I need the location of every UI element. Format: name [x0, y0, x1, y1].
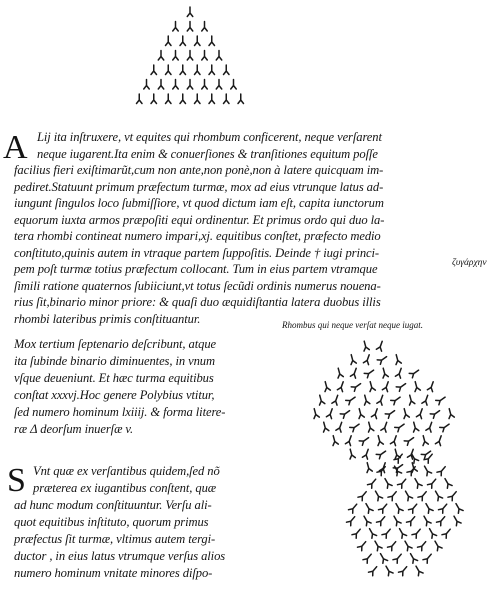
horseman-mark: [423, 552, 433, 563]
horseman-mark: [359, 435, 370, 445]
horseman-mark: [350, 422, 361, 432]
horseman-mark: [180, 94, 186, 104]
horseman-mark: [144, 80, 150, 90]
horseman-mark: [388, 540, 398, 551]
horseman-mark: [350, 367, 358, 378]
horseman-mark: [426, 421, 434, 432]
horseman-mark: [195, 36, 201, 46]
triangle-formation-figure: [134, 4, 246, 108]
horseman-mark: [187, 80, 193, 90]
horseman-mark: [418, 490, 428, 501]
horseman-mark: [437, 515, 447, 526]
horseman-mark: [332, 394, 340, 405]
horseman-mark: [362, 515, 372, 526]
margin-note: ζυγάρχην: [452, 258, 487, 268]
horseman-mark: [395, 367, 403, 378]
horseman-mark: [224, 65, 230, 75]
text-line: pem poſt turmæ totius præfectum collocant. Tum in eius partem vtramque: [14, 262, 378, 276]
horseman-mark: [358, 540, 368, 551]
horseman-mark: [397, 527, 407, 538]
text-line: ad hunc modum conſtituuntur. Verſu ali-: [14, 498, 212, 512]
horseman-mark: [180, 36, 186, 46]
horseman-mark: [363, 552, 373, 563]
horseman-mark: [166, 65, 172, 75]
horseman-mark: [407, 394, 415, 405]
horseman-mark: [364, 368, 375, 378]
wedge-formation-figure: [334, 450, 494, 580]
horseman-mark: [395, 422, 406, 432]
horseman-mark: [442, 527, 452, 538]
horseman-mark: [187, 22, 193, 32]
horseman-mark: [413, 477, 423, 488]
horseman-mark: [393, 552, 403, 563]
horseman-mark: [377, 515, 387, 526]
horseman-mark: [195, 94, 201, 104]
horseman-mark: [173, 51, 179, 61]
horseman-mark: [452, 515, 462, 526]
text-line: numero hominum vnitate minores diſpo-: [14, 566, 213, 580]
horseman-mark: [151, 94, 157, 104]
horseman-mark: [358, 490, 368, 501]
horseman-mark: [364, 502, 374, 513]
horseman-mark: [363, 354, 371, 365]
horseman-mark: [448, 490, 458, 501]
horseman-mark: [396, 381, 407, 391]
text-line: tera rhombi contineat numero impari,xj. equitibus conſtet, præfecto medio: [14, 229, 381, 243]
horseman-mark: [394, 502, 404, 513]
text-line: rhombi lateribus primis conſtituantur.: [14, 312, 201, 326]
horseman-mark: [209, 94, 215, 104]
horseman-mark: [383, 477, 393, 488]
figure-caption: Rhombus qui neque verſat neque iugat.: [282, 320, 423, 330]
horseman-mark: [137, 94, 143, 104]
text-line: ita ſubinde binario diminuentes, in vnum: [14, 354, 215, 368]
horseman-mark: [433, 490, 443, 501]
horseman-mark: [407, 465, 417, 476]
horseman-mark: [430, 408, 441, 418]
horseman-mark: [166, 36, 172, 46]
text-line: facilius fieri exiſtimarũt,cum non ante,non ponè,non à latere quicquam im-: [14, 163, 384, 177]
horseman-mark: [391, 395, 402, 405]
horseman-mark: [404, 435, 415, 445]
horseman-mark: [382, 527, 392, 538]
text-line: ræ Δ deorſum inuerſæ v.: [14, 422, 134, 436]
horseman-mark: [381, 367, 389, 378]
horseman-mark: [323, 381, 331, 392]
horseman-mark: [437, 465, 447, 476]
horseman-mark: [377, 354, 388, 364]
text-line: præterea ex iugantibus conſtent, quæ: [33, 481, 217, 495]
horseman-mark: [439, 502, 449, 513]
horseman-mark: [428, 477, 438, 488]
horseman-mark: [402, 408, 410, 419]
horseman-mark: [345, 435, 353, 446]
horseman-mark: [209, 36, 215, 46]
horseman-mark: [368, 381, 376, 392]
text-line: conſtituto,quinis autem in vtraque partem ſuppoſitis. Deinde † iugi princi-: [14, 246, 380, 260]
text-line: equorum iuxta armos præpoſiti equi ordinentur. Et primus ordo qui duo la-: [14, 213, 385, 227]
horseman-mark: [440, 422, 451, 432]
horseman-mark: [347, 515, 357, 526]
horseman-mark: [202, 22, 208, 32]
horseman-mark: [412, 527, 422, 538]
horseman-mark: [151, 65, 157, 75]
horseman-mark: [394, 354, 402, 365]
text-line: ſed numero hominum lxiiij. & forma litere-: [14, 405, 226, 419]
horseman-mark: [376, 340, 384, 351]
horseman-mark: [424, 452, 434, 463]
horseman-mark: [422, 515, 432, 526]
horseman-mark: [381, 421, 389, 432]
horseman-mark: [384, 565, 394, 576]
horseman-mark: [433, 540, 443, 551]
horseman-mark: [362, 340, 370, 351]
horseman-mark: [421, 435, 429, 446]
text-line: Mox tertium ſeptenario deſcribunt, atque: [14, 337, 217, 351]
horseman-mark: [447, 408, 455, 419]
horseman-mark: [392, 465, 402, 476]
horseman-mark: [357, 408, 365, 419]
horseman-mark: [414, 565, 424, 576]
horseman-mark: [427, 381, 435, 392]
horseman-mark: [403, 540, 413, 551]
horseman-mark: [331, 435, 339, 446]
horseman-mark: [373, 490, 383, 501]
text-line: Lij ita inſtruxere, vt equites qui rhombum conficerent, neque verſarent: [37, 130, 382, 144]
horseman-mark: [409, 452, 419, 463]
horseman-mark: [368, 477, 378, 488]
horseman-mark: [373, 540, 383, 551]
text-line: quot equitibus inſtituto, quorum primus: [14, 515, 209, 529]
horseman-mark: [376, 435, 384, 446]
horseman-mark: [422, 394, 430, 405]
horseman-mark: [317, 394, 325, 405]
horseman-mark: [411, 421, 419, 432]
horseman-mark: [418, 540, 428, 551]
horseman-mark: [321, 421, 329, 432]
text-line: vſque deueniunt. Et hæc turma equitibus: [14, 371, 214, 385]
horseman-mark: [443, 477, 453, 488]
horseman-mark: [216, 80, 222, 90]
horseman-mark: [173, 22, 179, 32]
horseman-mark: [436, 395, 447, 405]
horseman-mark: [187, 51, 193, 61]
horseman-mark: [224, 94, 230, 104]
horseman-mark: [202, 51, 208, 61]
horseman-mark: [435, 435, 443, 446]
drop-cap-s: S: [7, 462, 26, 499]
horseman-mark: [390, 435, 398, 446]
horseman-mark: [158, 80, 164, 90]
horseman-mark: [158, 51, 164, 61]
horseman-mark: [398, 477, 408, 488]
text-line: præfectus ſit turmæ, vltimus autem tergi-: [14, 532, 216, 546]
horseman-mark: [422, 465, 432, 476]
horseman-mark: [366, 421, 374, 432]
horseman-mark: [238, 94, 244, 104]
horseman-mark: [394, 452, 404, 463]
horseman-mark: [326, 408, 334, 419]
horseman-mark: [187, 7, 193, 17]
horseman-mark: [408, 552, 418, 563]
horseman-mark: [385, 408, 396, 418]
horseman-mark: [403, 490, 413, 501]
horseman-mark: [351, 381, 362, 391]
horseman-mark: [336, 421, 344, 432]
horseman-mark: [399, 565, 409, 576]
horseman-mark: [312, 408, 320, 419]
text-line: Vnt quæ ex verſantibus quidem,ſed nõ: [33, 464, 220, 478]
horseman-mark: [427, 527, 437, 538]
text-line: rius ſit,binario minor priore: & quaſi duo æquidiſtantia latera duobus illis: [14, 295, 381, 309]
horseman-mark: [409, 368, 420, 378]
horseman-mark: [369, 565, 379, 576]
horseman-mark: [180, 65, 186, 75]
horseman-mark: [367, 527, 377, 538]
horseman-mark: [346, 395, 357, 405]
horseman-mark: [454, 502, 464, 513]
horseman-mark: [340, 408, 351, 418]
horseman-mark: [166, 94, 172, 104]
horseman-mark: [349, 354, 357, 365]
horseman-mark: [352, 527, 362, 538]
text-line: ductor , in eius latus vtrumque verſus alios: [14, 549, 226, 563]
horseman-mark: [413, 381, 421, 392]
text-line: neque iugarent.Ita enim & conuerſiones & tranſitiones equitum poſſe: [37, 147, 378, 161]
horseman-mark: [202, 80, 208, 90]
horseman-mark: [392, 515, 402, 526]
horseman-mark: [388, 490, 398, 501]
text-line: iungunt ſingulos loco ſubmiſſiore, vt quod dictum iam eſt, capita iunctorum: [14, 196, 384, 210]
horseman-mark: [379, 502, 389, 513]
horseman-mark: [378, 552, 388, 563]
horseman-mark: [371, 408, 379, 419]
horseman-mark: [195, 65, 201, 75]
horseman-mark: [409, 502, 419, 513]
horseman-mark: [216, 51, 222, 61]
horseman-mark: [231, 80, 237, 90]
horseman-mark: [362, 394, 370, 405]
horseman-mark: [336, 367, 344, 378]
horseman-mark: [337, 381, 345, 392]
horseman-mark: [407, 515, 417, 526]
text-line: conſtat xxxvj.Hoc genere Polybius vtitur,: [14, 388, 215, 402]
horseman-mark: [377, 465, 387, 476]
horseman-mark: [349, 502, 359, 513]
text-line: pediret.Statuunt primum præfectum turmæ, mox ad eius vtrunque latus ad-: [14, 180, 384, 194]
horseman-mark: [209, 65, 215, 75]
horseman-mark: [382, 381, 390, 392]
horseman-mark: [377, 394, 385, 405]
drop-cap-a: A: [3, 129, 28, 166]
text-line: ſimili ratione quaternos ſubiiciunt,vt totus ſecũdi ordinis numerus nouena-: [14, 279, 381, 293]
horseman-mark: [416, 408, 424, 419]
horseman-mark: [173, 80, 179, 90]
horseman-mark: [424, 502, 434, 513]
